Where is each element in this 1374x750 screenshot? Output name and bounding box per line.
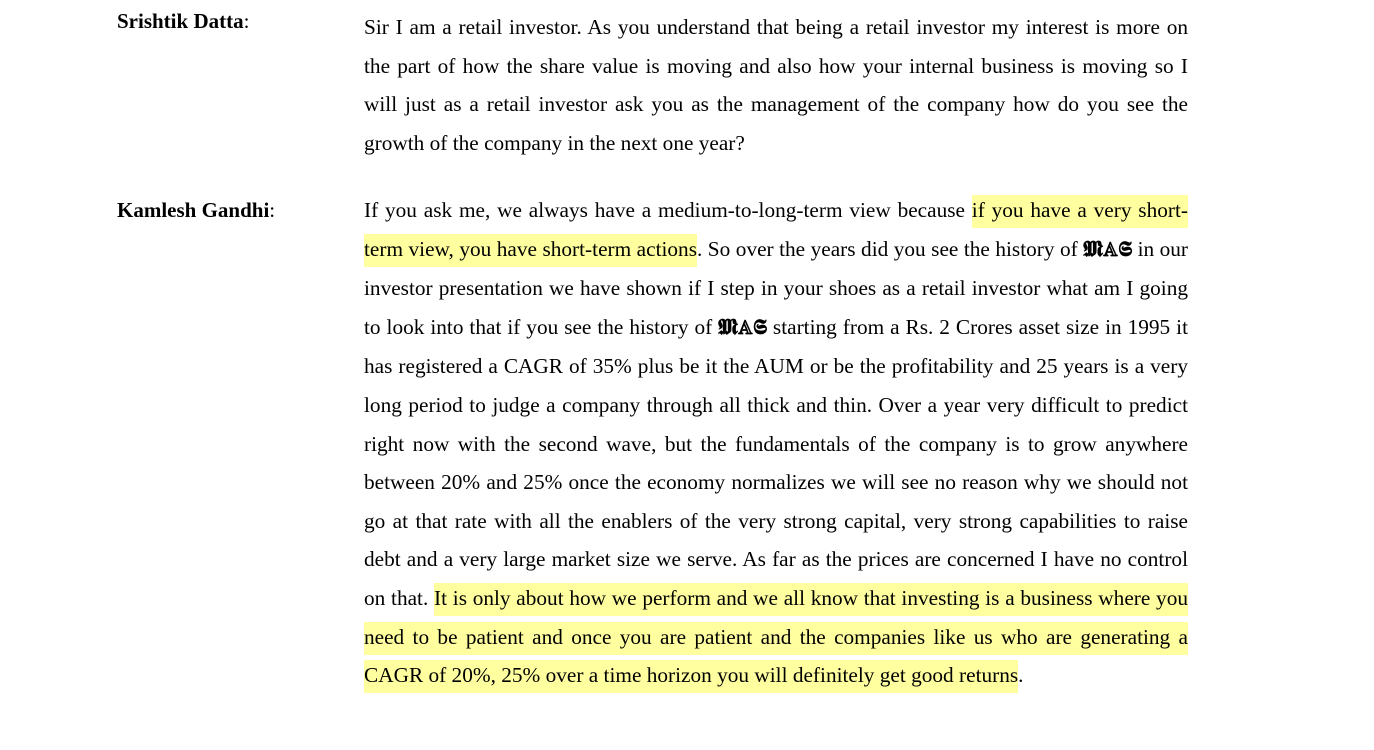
speech-segment: in our investor presentation we have shown if I step in your shoes as a retail investor what am I going to look into that if you see the history of [364,236,1189,339]
speech-segment: starting from a Rs. 2 Crores asset size in 1995 it has registered a CAGR of 35% plus be it the AUM or be the profitability and 25 years is a very long period to judge a company through all thick and thin. Over a year very difficult to predict right now with the second wave, but the fundamentals of the company is to grow anywhere between 20% and 25% once the economy normalizes we will see no reason why we should not go at that rate with all the enablers of the very strong capital, very strong capabilities to raise debt and a very large market size we serve. As far as the prices are concerned I have no control on that. [364,314,1188,610]
company-logo-text: 𝕸𝔸𝕾 [1083,236,1133,262]
company-logo-text: 𝕸𝔸𝕾 [718,314,767,340]
speech-text [364,191,1188,695]
speech-segment: . So over the years did you see the history of [697,236,1084,261]
highlighted-text: if you have a very short-term view, you have short-term actions [364,195,1188,267]
speaker-colon: : [243,9,250,33]
speaker-name: Srishtik Datta [117,9,244,33]
speaker-label [117,9,249,33]
speaker-colon: : [269,198,276,222]
speaker-label [117,198,275,222]
speech-segment: . [1018,663,1024,688]
speaker-name: Kamlesh Gandhi [117,198,270,222]
speech-text: Sir I am a retail investor. As you understand that being a retail investor my interest is more on the part of how the share value is moving and also how your internal business is moving so I will just as a retail investor ask you as the management of the company how do you see the growth of the company in the next one year? [364,15,1188,155]
highlighted-text: It is only about how we perform and we all know that investing is a business where you need to be patient and once you are patient and the companies like us who are generating a CAGR of 20%, 25% over a time horizon you will definitely get good returns [364,583,1188,693]
speech-segment: If you ask me, we always have a medium-to-long-term view because [364,198,972,222]
